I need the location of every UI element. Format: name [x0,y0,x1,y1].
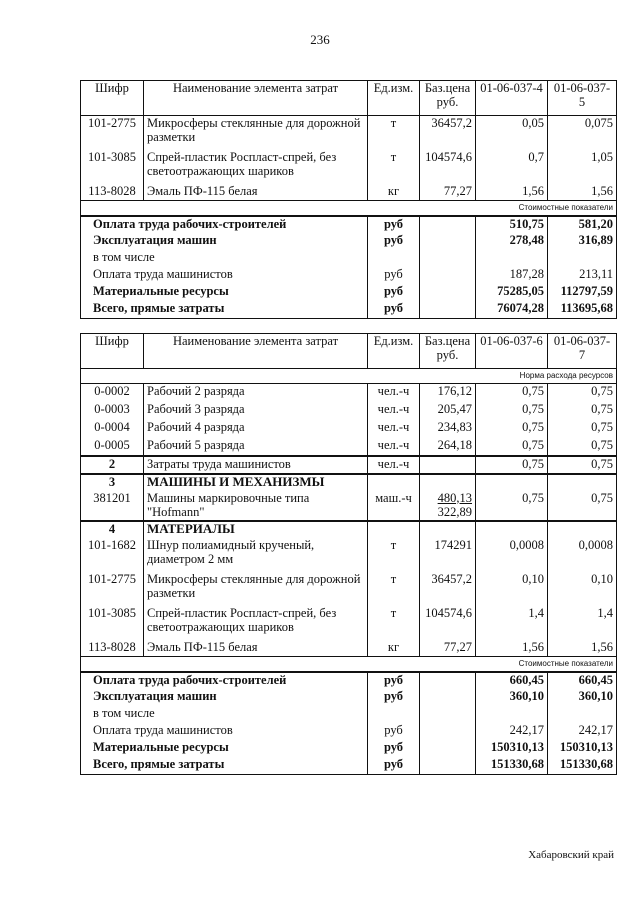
row-value-a: 0,75 [476,384,548,402]
header-code: Шифр [81,81,144,116]
row-value-b: 1,56 [548,184,617,201]
row-code: 101-1682 [81,538,144,572]
total-value-b: 213,11 [548,267,617,284]
table-row [81,150,617,184]
row-unit: чел.-ч [368,384,420,402]
total-row [81,301,617,318]
row-name: Эмаль ПФ-115 белая [144,640,368,657]
cost-section-label: Стоимостные показатели [476,201,617,217]
section-row-machines [81,474,617,491]
total-value-a: 660,45 [476,672,548,689]
table-header-row [81,334,617,369]
header-unit: Ед.изм. [368,81,420,116]
total-unit: руб [368,267,420,284]
total-row [81,757,617,774]
row-price: 205,47 [420,402,476,420]
total-label: Оплата труда рабочих-строителей [81,672,368,689]
table-row [81,640,617,657]
total-row [81,233,617,250]
table-row [81,420,617,438]
total-row [81,672,617,689]
row-unit: т [368,606,420,640]
total-unit [368,250,420,267]
header-name: Наименование элемента затрат [144,334,368,369]
row-code: 113-8028 [81,184,144,201]
header-col-a: 01-06-037-6 [476,334,548,369]
row-name: Эмаль ПФ-115 белая [144,184,368,201]
row-price: 104574,6 [420,606,476,640]
total-label: Эксплуатация машин [81,233,368,250]
total-value-a: 76074,28 [476,301,548,318]
total-value-a: 187,28 [476,267,548,284]
row-code: 101-2775 [81,116,144,150]
row-code: 0-0002 [81,384,144,402]
header-code: Шифр [81,334,144,369]
total-unit: руб [368,723,420,740]
row-price: 36457,2 [420,572,476,606]
page-number: 236 [310,32,330,47]
row-value-b: 0,75 [548,402,617,420]
total-value-b: 151330,68 [548,757,617,774]
total-value-a: 75285,05 [476,284,548,301]
row-price: 77,27 [420,184,476,201]
row-name: Рабочий 3 разряда [144,402,368,420]
row-code: 0-0005 [81,438,144,456]
row-value-a: 0,7 [476,150,548,184]
row-price: 264,18 [420,438,476,456]
row-value-a: 0,10 [476,572,548,606]
row-code: 101-3085 [81,150,144,184]
row-unit: маш.-ч [368,491,420,521]
total-value-b: 581,20 [548,216,617,233]
row-value-b: 0,75 [548,438,617,456]
row-name: Рабочий 2 разряда [144,384,368,402]
row-value-a: 1,4 [476,606,548,640]
row-unit: т [368,572,420,606]
row-price: 176,12 [420,384,476,402]
total-value-a [476,250,548,267]
total-value-b [548,250,617,267]
row-price: 36457,2 [420,116,476,150]
total-value-a: 150310,13 [476,740,548,757]
norm-section-row [81,369,617,384]
total-label: Материальные ресурсы [81,740,368,757]
row-value-b: 1,05 [548,150,617,184]
row-price: 234,83 [420,420,476,438]
cost-section-label: Стоимостные показатели [476,657,617,673]
row-value-a: 1,56 [476,640,548,657]
row-price [420,491,476,521]
row-name: Затраты труда машинистов [144,456,368,474]
total-label: Оплата труда машинистов [81,723,368,740]
total-label: в том числе [81,250,368,267]
header-price: Баз.цена руб. [420,81,476,116]
total-unit: руб [368,689,420,706]
total-row [81,284,617,301]
row-name: Спрей-пластик Роспласт-спрей, без светоотражающих шариков [144,606,368,640]
footer-region: Хабаровский край [528,849,614,861]
total-unit: руб [368,301,420,318]
table-row [81,606,617,640]
row-code: 2 [81,456,144,474]
total-value-a: 242,17 [476,723,548,740]
row-value-b: 1,56 [548,640,617,657]
section-title: МАШИНЫ И МЕХАНИЗМЫ [144,474,368,491]
table-header-row [81,81,617,116]
row-value-b: 0,75 [548,456,617,474]
row-value-a: 0,75 [476,402,548,420]
header-name: Наименование элемента затрат [144,81,368,116]
table-row [81,538,617,572]
table-row [81,572,617,606]
total-value-b [548,706,617,723]
total-unit: руб [368,757,420,774]
total-row [81,250,617,267]
table-row [81,438,617,456]
total-row [81,216,617,233]
header-col-b: 01-06-037-5 [548,81,617,116]
row-name: Рабочий 5 разряда [144,438,368,456]
table-row [81,491,617,521]
total-value-a: 151330,68 [476,757,548,774]
row-price: 104574,6 [420,150,476,184]
row-value-b: 1,4 [548,606,617,640]
row-value-b: 0,75 [548,384,617,402]
table-row [81,402,617,420]
row-unit: т [368,116,420,150]
total-value-b: 112797,59 [548,284,617,301]
estimate-table-1 [80,80,617,319]
row-value-b: 0,75 [548,420,617,438]
table-row [81,184,617,201]
total-row [81,740,617,757]
total-value-b: 150310,13 [548,740,617,757]
total-value-b: 242,17 [548,723,617,740]
row-code: 0-0004 [81,420,144,438]
total-unit: руб [368,740,420,757]
total-label: в том числе [81,706,368,723]
total-row [81,689,617,706]
total-label: Эксплуатация машин [81,689,368,706]
total-label: Всего, прямые затраты [81,301,368,318]
table-row [81,384,617,402]
row-code: 381201 [81,491,144,521]
cost-section-row [81,201,617,217]
total-label: Оплата труда рабочих-строителей [81,216,368,233]
header-price: Баз.цена руб. [420,334,476,369]
row-code: 113-8028 [81,640,144,657]
section-code: 3 [81,474,144,491]
row-code: 0-0003 [81,402,144,420]
total-unit: руб [368,284,420,301]
row-value-a: 0,05 [476,116,548,150]
row-name: Шнур полиамидный крученый, диаметром 2 мм [144,538,368,572]
row-unit: кг [368,640,420,657]
total-label: Оплата труда машинистов [81,267,368,284]
header-col-a: 01-06-037-4 [476,81,548,116]
total-value-b: 316,89 [548,233,617,250]
row-name: Рабочий 4 разряда [144,420,368,438]
row-unit: кг [368,184,420,201]
row-value-a: 0,75 [476,420,548,438]
row-unit: т [368,150,420,184]
header-unit: Ед.изм. [368,334,420,369]
total-unit: руб [368,233,420,250]
row-name: Микросферы стеклянные для дорожной разметки [144,572,368,606]
total-row [81,267,617,284]
header-col-b: 01-06-037-7 [548,334,617,369]
row-unit: т [368,538,420,572]
total-value-b: 113695,68 [548,301,617,318]
total-value-a: 360,10 [476,689,548,706]
total-value-a [476,706,548,723]
row-price: 174291 [420,538,476,572]
total-label: Всего, прямые затраты [81,757,368,774]
row-name: Машины маркировочные типа "Hofmann" [144,491,368,521]
row-value-a: 0,75 [476,491,548,521]
row-value-b: 0,075 [548,116,617,150]
row-unit: чел.-ч [368,420,420,438]
row-value-b: 0,0008 [548,538,617,572]
row-value-a: 1,56 [476,184,548,201]
row-unit: чел.-ч [368,438,420,456]
row-code: 101-2775 [81,572,144,606]
cost-section-row [81,657,617,673]
row-unit: чел.-ч [368,456,420,474]
row-value-b: 0,75 [548,491,617,521]
total-label: Материальные ресурсы [81,284,368,301]
row-unit: чел.-ч [368,402,420,420]
row-value-a: 0,75 [476,438,548,456]
row-price-secondary: 322,89 [437,504,472,519]
machinist-labor-row [81,456,617,474]
total-row [81,723,617,740]
row-value-a: 0,75 [476,456,548,474]
row-price-primary: 480,13 [437,490,472,505]
section-title: МАТЕРИАЛЫ [144,521,368,538]
total-unit: руб [368,672,420,689]
estimate-table-2 [80,333,617,775]
total-value-a: 278,48 [476,233,548,250]
section-row-materials [81,521,617,538]
row-name: Спрей-пластик Роспласт-спрей, без светоотражающих шариков [144,150,368,184]
table-row [81,116,617,150]
total-value-b: 360,10 [548,689,617,706]
section-code: 4 [81,521,144,538]
row-price: 77,27 [420,640,476,657]
row-value-a: 0,0008 [476,538,548,572]
total-row [81,706,617,723]
norm-section-label: Норма расхода ресурсов [476,369,617,384]
row-value-b: 0,10 [548,572,617,606]
row-name: Микросферы стеклянные для дорожной разметки [144,116,368,150]
row-code: 101-3085 [81,606,144,640]
total-value-b: 660,45 [548,672,617,689]
total-unit: руб [368,216,420,233]
total-unit [368,706,420,723]
total-value-a: 510,75 [476,216,548,233]
